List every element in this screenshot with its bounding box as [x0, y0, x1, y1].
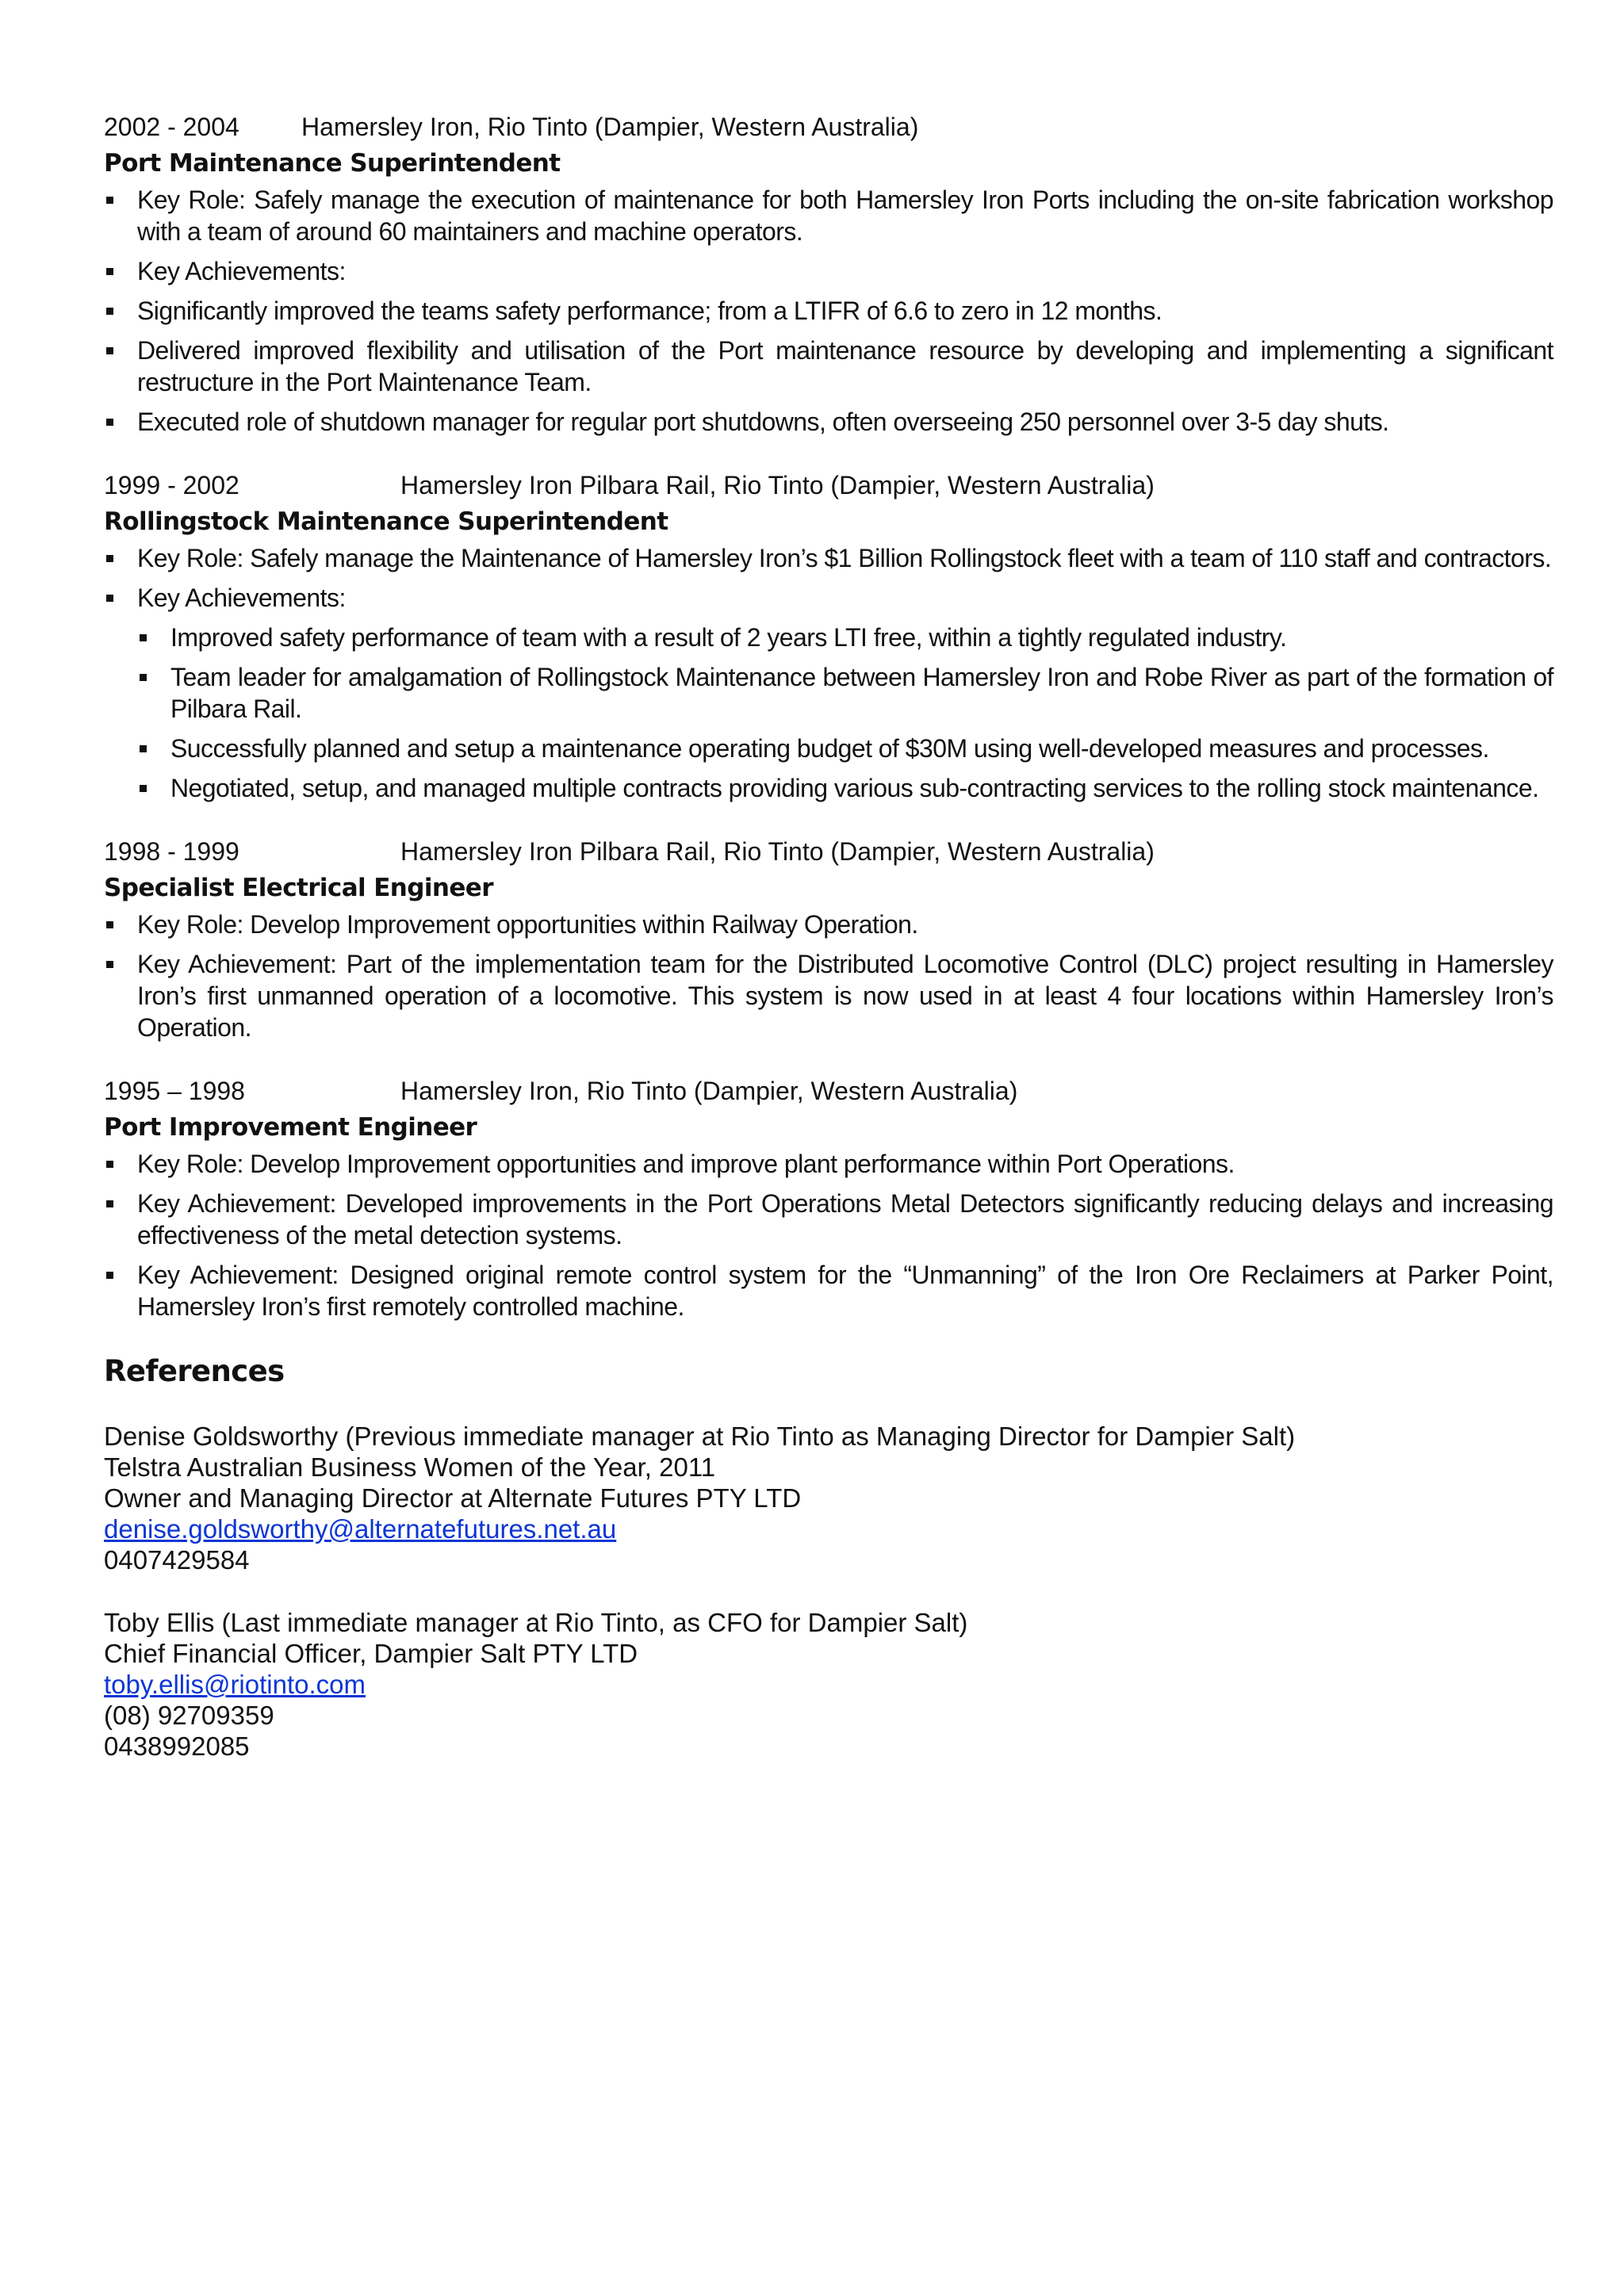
reference-phone: 0407429584	[104, 1545, 250, 1575]
job-company: Hamersley Iron Pilbara Rail, Rio Tinto (Dampier, Western Australia)	[400, 837, 1155, 866]
job-entry-1995-1998	[104, 1075, 1553, 1322]
reference-name: Toby Ellis (Last immediate manager at Rio Tinto, as CFO for Dampier Salt)	[104, 1608, 968, 1637]
job-bullets	[104, 909, 1553, 1043]
job-title: Specialist Electrical Engineer	[104, 874, 493, 902]
reference-entry	[104, 1421, 1553, 1575]
job-years: 2002 - 2004	[104, 113, 239, 141]
job-bullets	[104, 1148, 1553, 1322]
bullet-item: Key Role: Develop Improvement opportunities within Railway Operation.	[104, 909, 1553, 940]
bullet-item: Key Achievements:	[104, 255, 1553, 287]
bullet-item: Delivered improved flexibility and utilisation of the Port maintenance resource by developing and implementing a significant restructure in the Port Maintenance Team.	[104, 335, 1553, 398]
job-years: 1999 - 2002	[104, 471, 239, 499]
sub-bullets	[137, 622, 1553, 804]
job-title: Port Maintenance Superintendent	[104, 149, 561, 178]
bullet-text: Key Achievements:	[137, 584, 346, 612]
job-entry-2002-2004	[104, 111, 1553, 438]
job-years: 1998 - 1999	[104, 837, 239, 866]
sub-bullet-item: Improved safety performance of team with a result of 2 years LTI free, within a tightly regulated industry.	[137, 622, 1553, 653]
job-company: Hamersley Iron, Rio Tinto (Dampier, Western Australia)	[301, 113, 919, 141]
job-header	[104, 836, 1553, 872]
reference-line: Telstra Australian Business Women of the Year, 2011	[104, 1452, 716, 1482]
job-entry-1999-2002	[104, 469, 1553, 804]
resume-page	[104, 111, 1553, 1793]
job-title: Rollingstock Maintenance Superintendent	[104, 507, 668, 536]
bullet-item: Key Role: Develop Improvement opportunities and improve plant performance within Port Operations.	[104, 1148, 1553, 1180]
reference-email-link[interactable]: toby.ellis@riotinto.com	[104, 1670, 366, 1699]
bullet-item	[104, 582, 1553, 804]
reference-phone: 0438992085	[104, 1732, 250, 1761]
job-header	[104, 1075, 1553, 1112]
sub-bullet-item: Successfully planned and setup a maintenance operating budget of $30M using well-developed measures and processes.	[137, 733, 1553, 764]
bullet-item: Key Role: Safely manage the Maintenance of Hamersley Iron’s $1 Billion Rollingstock fleet with a team of 110 staff and contractors.	[104, 542, 1553, 574]
reference-line: Chief Financial Officer, Dampier Salt PTY LTD	[104, 1639, 638, 1668]
job-company: Hamersley Iron, Rio Tinto (Dampier, Western Australia)	[400, 1077, 1018, 1105]
job-years: 1995 – 1998	[104, 1077, 245, 1105]
bullet-item: Key Achievement: Part of the implementation team for the Distributed Locomotive Control (DLC) project resulting in Hamersley Iron’s first unmanned operation of a locomotive. This system is now used in at least 4 four locations within Hamersley Iron’s Operation.	[104, 948, 1553, 1043]
sub-bullet-item: Negotiated, setup, and managed multiple contracts providing various sub-contracting services to the rolling stock maintenance.	[137, 772, 1553, 804]
reference-entry	[104, 1607, 1553, 1762]
job-company: Hamersley Iron Pilbara Rail, Rio Tinto (Dampier, Western Australia)	[400, 471, 1155, 499]
job-bullets	[104, 184, 1553, 438]
bullet-item: Key Achievement: Developed improvements in the Port Operations Metal Detectors significantly reducing delays and increasing effectiveness of the metal detection systems.	[104, 1188, 1553, 1251]
job-header	[104, 111, 1553, 147]
bullet-item: Key Role: Safely manage the execution of maintenance for both Hamersley Iron Ports including the on-site fabrication workshop with a team of around 60 maintainers and machine operators.	[104, 184, 1553, 247]
references-heading: References	[104, 1354, 285, 1388]
bullet-item: Executed role of shutdown manager for regular port shutdowns, often overseeing 250 personnel over 3-5 day shuts.	[104, 406, 1553, 438]
bullet-item: Significantly improved the teams safety performance; from a LTIFR of 6.6 to zero in 12 months.	[104, 295, 1553, 327]
reference-line: Owner and Managing Director at Alternate Futures PTY LTD	[104, 1483, 802, 1513]
job-header	[104, 469, 1553, 506]
job-title: Port Improvement Engineer	[104, 1113, 477, 1142]
sub-bullet-item: Team leader for amalgamation of Rollingstock Maintenance between Hamersley Iron and Robe River as part of the formation of Pilbara Rail.	[137, 661, 1553, 725]
job-bullets	[104, 542, 1553, 804]
reference-phone: (08) 92709359	[104, 1701, 274, 1730]
reference-email-link[interactable]: denise.goldsworthy@alternatefutures.net.au	[104, 1514, 617, 1544]
reference-name: Denise Goldsworthy (Previous immediate manager at Rio Tinto as Managing Director for Dampier Salt)	[104, 1422, 1296, 1451]
references-section	[104, 1354, 1553, 1762]
bullet-item: Key Achievement: Designed original remote control system for the “Unmanning” of the Iron Ore Reclaimers at Parker Point, Hamersley Iron’s first remotely controlled machine.	[104, 1259, 1553, 1322]
job-entry-1998-1999	[104, 836, 1553, 1043]
